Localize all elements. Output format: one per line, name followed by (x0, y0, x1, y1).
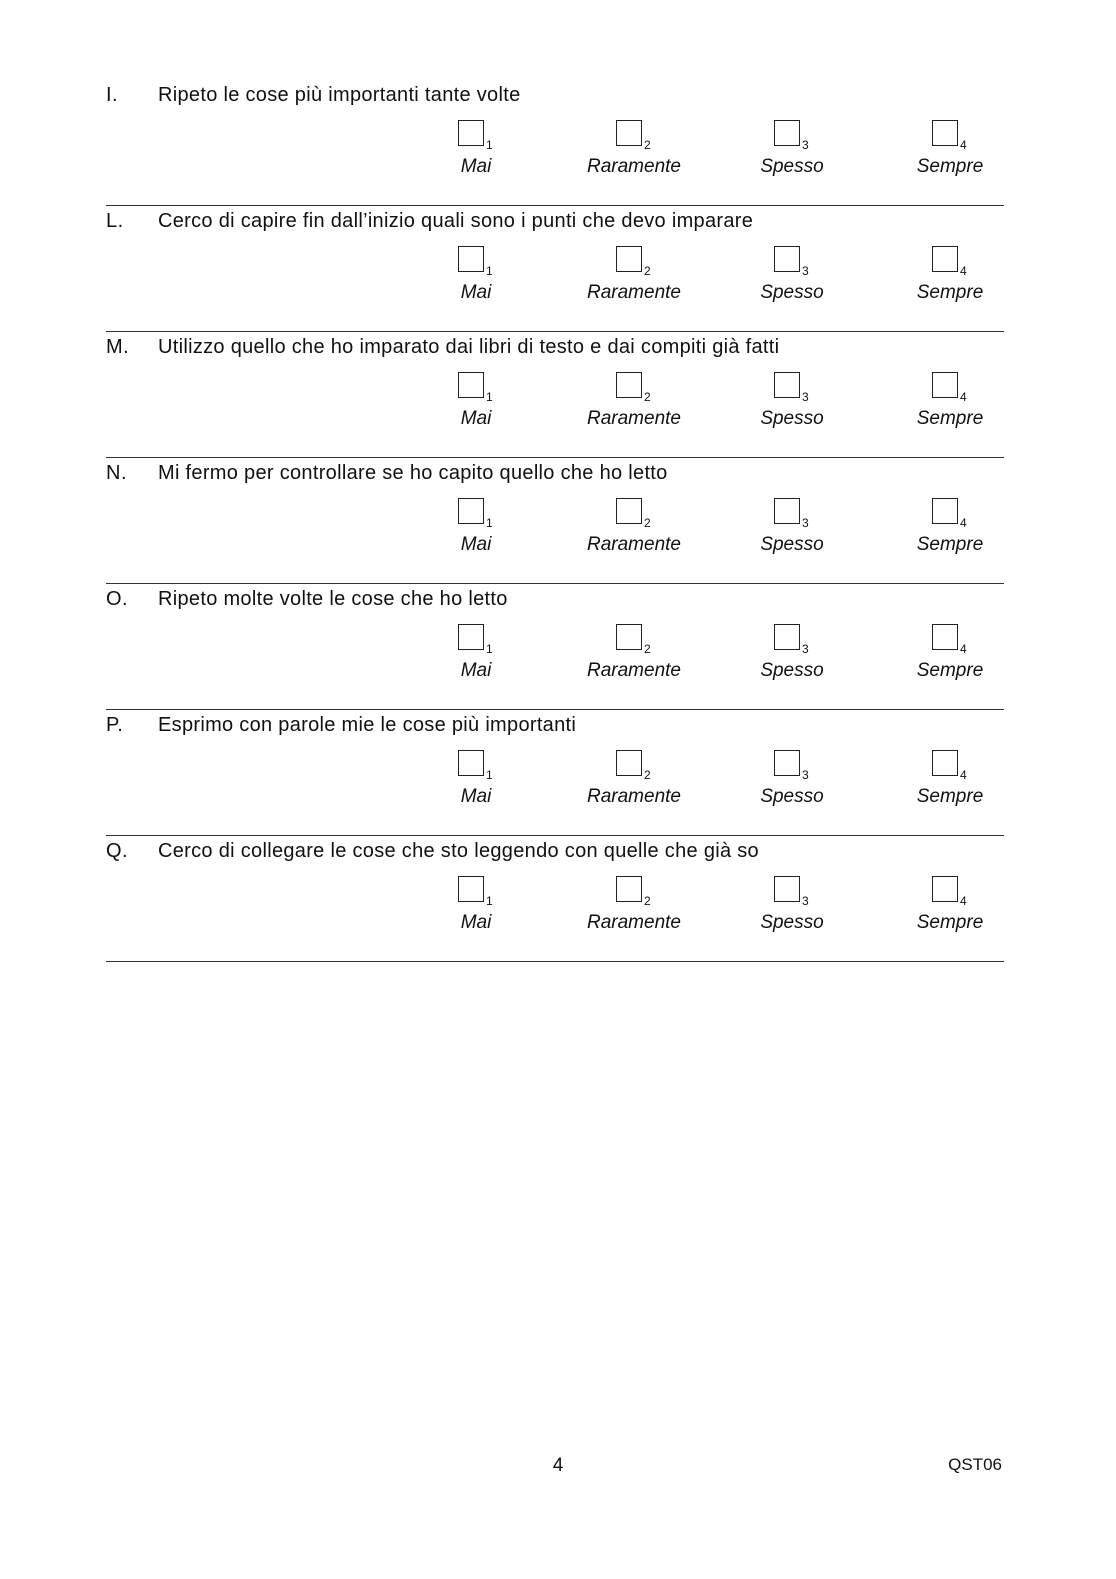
checkbox-sempre[interactable] (932, 498, 958, 524)
checkbox-mai[interactable] (458, 246, 484, 272)
question-text: Ripeto le cose più importanti tante volte (158, 84, 521, 106)
checkbox-sempre[interactable] (932, 750, 958, 776)
option-label: Raramente (587, 408, 681, 429)
option-spesso (722, 120, 862, 190)
option-code: 4 (960, 894, 967, 908)
option-raramente (564, 750, 704, 820)
question-text: Utilizzo quello che ho imparato dai libri di testo e dai compiti già fatti (158, 336, 780, 358)
question-text: Ripeto molte volte le cose che ho letto (158, 588, 508, 610)
option-spesso (722, 876, 862, 946)
option-code: 4 (960, 516, 967, 530)
option-label: Spesso (760, 786, 824, 807)
option-label: Spesso (760, 912, 824, 933)
question-letter: M. (106, 336, 130, 358)
option-code: 1 (486, 390, 493, 404)
checkbox-mai[interactable] (458, 120, 484, 146)
option-label: Sempre (916, 408, 984, 429)
checkbox-sempre[interactable] (932, 876, 958, 902)
option-spesso (722, 498, 862, 568)
checkbox-mai[interactable] (458, 624, 484, 650)
option-label: Spesso (760, 660, 824, 681)
option-code: 3 (802, 894, 809, 908)
checkbox-spesso[interactable] (774, 750, 800, 776)
checkbox-spesso[interactable] (774, 120, 800, 146)
option-sempre (880, 246, 1020, 316)
option-sempre (880, 624, 1020, 694)
option-label: Sempre (916, 282, 984, 303)
checkbox-raramente[interactable] (616, 246, 642, 272)
option-sempre (880, 372, 1020, 442)
checkbox-raramente[interactable] (616, 120, 642, 146)
option-label: Mai (460, 282, 492, 303)
option-raramente (564, 876, 704, 946)
option-code: 1 (486, 516, 493, 530)
option-label: Sempre (916, 660, 984, 681)
option-code: 4 (960, 264, 967, 278)
option-code: 1 (486, 894, 493, 908)
option-label: Sempre (916, 534, 984, 555)
option-spesso (722, 750, 862, 820)
option-label: Mai (460, 786, 492, 807)
option-raramente (564, 120, 704, 190)
checkbox-sempre[interactable] (932, 372, 958, 398)
option-label: Sempre (916, 786, 984, 807)
option-sempre (880, 750, 1020, 820)
option-code: 3 (802, 138, 809, 152)
option-mai (406, 498, 546, 568)
option-raramente (564, 372, 704, 442)
checkbox-mai[interactable] (458, 372, 484, 398)
option-label: Raramente (587, 156, 681, 177)
option-label: Raramente (587, 786, 681, 807)
checkbox-raramente[interactable] (616, 498, 642, 524)
option-label: Mai (460, 534, 492, 555)
option-code: 4 (960, 138, 967, 152)
option-code: 2 (644, 768, 651, 782)
option-label: Mai (460, 156, 492, 177)
option-code: 1 (486, 264, 493, 278)
option-code: 3 (802, 768, 809, 782)
option-label: Mai (460, 408, 492, 429)
question-text: Cerco di capire fin dall’inizio quali sono i punti che devo imparare (158, 210, 754, 232)
checkbox-sempre[interactable] (932, 246, 958, 272)
checkbox-raramente[interactable] (616, 624, 642, 650)
option-spesso (722, 246, 862, 316)
option-mai (406, 876, 546, 946)
question-letter: N. (106, 462, 127, 484)
option-mai (406, 372, 546, 442)
question-letter: O. (106, 588, 129, 610)
option-code: 4 (960, 768, 967, 782)
checkbox-sempre[interactable] (932, 120, 958, 146)
option-mai (406, 624, 546, 694)
checkbox-mai[interactable] (458, 498, 484, 524)
option-sempre (880, 120, 1020, 190)
option-label: Spesso (760, 534, 824, 555)
option-spesso (722, 372, 862, 442)
option-mai (406, 246, 546, 316)
question-letter: P. (106, 714, 124, 736)
option-code: 2 (644, 390, 651, 404)
question-text: Cerco di collegare le cose che sto leggendo con quelle che già so (158, 840, 759, 862)
option-code: 3 (802, 516, 809, 530)
checkbox-spesso[interactable] (774, 876, 800, 902)
question-letter: Q. (106, 840, 129, 862)
checkbox-raramente[interactable] (616, 750, 642, 776)
checkbox-spesso[interactable] (774, 246, 800, 272)
option-raramente (564, 498, 704, 568)
option-code: 3 (802, 390, 809, 404)
checkbox-mai[interactable] (458, 876, 484, 902)
option-raramente (564, 246, 704, 316)
question-item (106, 584, 1004, 710)
option-code: 3 (802, 642, 809, 656)
option-label: Spesso (760, 408, 824, 429)
option-code: 4 (960, 390, 967, 404)
option-sempre (880, 876, 1020, 946)
checkbox-mai[interactable] (458, 750, 484, 776)
checkbox-spesso[interactable] (774, 624, 800, 650)
option-code: 1 (486, 768, 493, 782)
option-label: Sempre (916, 912, 984, 933)
option-code: 2 (644, 894, 651, 908)
question-item (106, 80, 1004, 206)
checkbox-spesso[interactable] (774, 372, 800, 398)
option-label: Raramente (587, 660, 681, 681)
option-label: Sempre (916, 156, 984, 177)
question-item (106, 332, 1004, 458)
question-letter: L. (106, 210, 124, 232)
option-code: 3 (802, 264, 809, 278)
option-code: 2 (644, 138, 651, 152)
question-letter: I. (106, 84, 119, 106)
question-text: Esprimo con parole mie le cose più importanti (158, 714, 577, 736)
option-label: Raramente (587, 282, 681, 303)
question-item (106, 710, 1004, 836)
option-label: Raramente (587, 912, 681, 933)
checkbox-sempre[interactable] (932, 624, 958, 650)
question-item (106, 458, 1004, 584)
option-code: 1 (486, 138, 493, 152)
checkbox-raramente[interactable] (616, 372, 642, 398)
option-mai (406, 120, 546, 190)
option-mai (406, 750, 546, 820)
checkbox-spesso[interactable] (774, 498, 800, 524)
option-label: Spesso (760, 156, 824, 177)
option-spesso (722, 624, 862, 694)
document-code: QST06 (948, 1455, 1002, 1474)
option-label: Spesso (760, 282, 824, 303)
option-code: 1 (486, 642, 493, 656)
option-code: 4 (960, 642, 967, 656)
question-text: Mi fermo per controllare se ho capito quello che ho letto (158, 462, 668, 484)
option-code: 2 (644, 516, 651, 530)
option-code: 2 (644, 264, 651, 278)
page-number: 4 (552, 1455, 564, 1476)
option-label: Mai (460, 660, 492, 681)
checkbox-raramente[interactable] (616, 876, 642, 902)
question-item (106, 836, 1004, 962)
option-code: 2 (644, 642, 651, 656)
questionnaire (106, 80, 1004, 962)
option-sempre (880, 498, 1020, 568)
option-label: Raramente (587, 534, 681, 555)
option-label: Mai (460, 912, 492, 933)
option-raramente (564, 624, 704, 694)
question-item (106, 206, 1004, 332)
